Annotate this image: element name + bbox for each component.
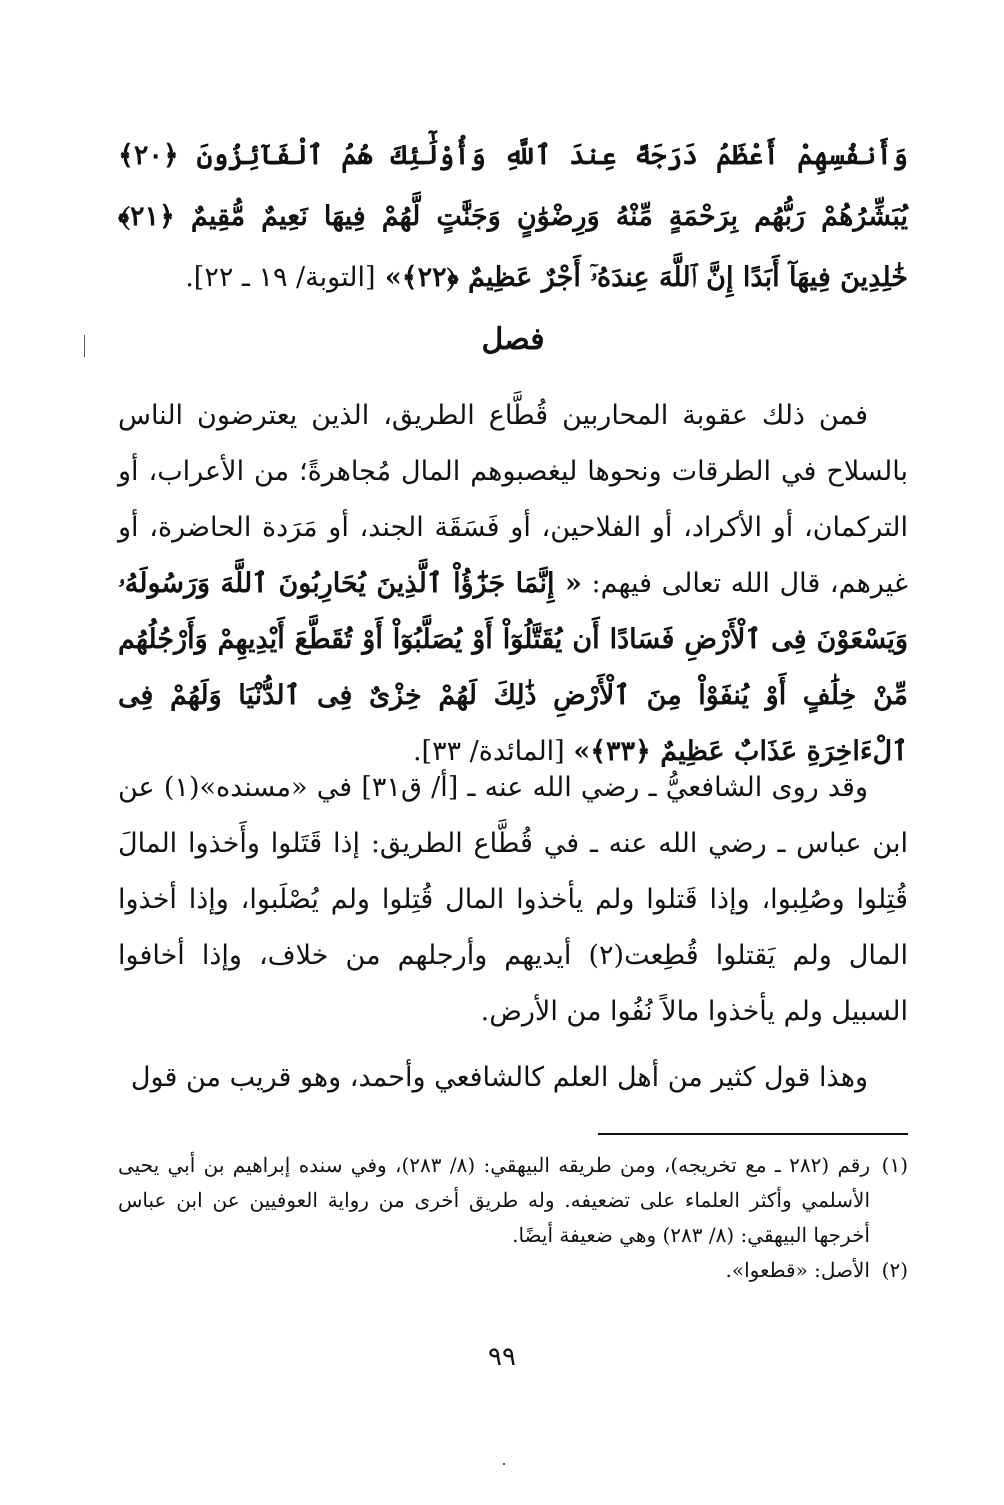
page-number: ٩٩: [488, 1342, 516, 1372]
paragraph-1-quran: « إِنَّمَا جَزَٰٓؤُاْ ٱلَّذِينَ يُحَارِبُونَ ٱللَّهَ وَرَسُولَهُۥ وَيَسْعَوْنَ فِى ٱلْأَرْضِ فَسَادًا أَن يُقَتَّلُوٓاْ أَوْ يُصَلَّبُوٓاْ أَوْ تُقَطَّعَ أَيْدِيهِمْ وَأَرْجُلُهُم مِّنْ خِلَٰفٍ أَوْ يُنفَوْاْ مِنَ ٱلْأَرْضِ ذَٰلِكَ لَهُمْ خِزْىٌ فِى ٱلدُّنْيَا وَلَهُمْ فِى ٱلْءَاخِرَةِ عَذَابٌ عَظِيمٌ ﴿٣٣﴾»: [118, 568, 908, 767]
section-heading: فصل: [481, 322, 545, 357]
quran-verse-reference: [التوبة/ ١٩ ـ ٢٢].: [185, 262, 376, 293]
footnotes: [118, 1148, 908, 1288]
quran-verse-block: [118, 125, 908, 308]
footnote-2-text: الأصل: «قطعوا».: [725, 1258, 870, 1282]
paragraph-1-reference: [المائدة/ ٣٣].: [412, 736, 565, 767]
footnote-separator: [598, 1133, 908, 1135]
footnote-2: [118, 1253, 908, 1288]
quran-verse-text: وَأَنفُسِهِمْ أَعْظَمُ دَرَجَةً عِندَ ٱللَّهِ وَأُوْلَٰٓئِكَ هُمُ ٱلْفَآئِزُونَ ﴿٢٠﴾ يُبَشِّرُهُمْ رَبُّهُم بِرَحْمَةٍ مِّنْهُ وَرِضْوَٰنٍ وَجَنَّٰتٍ لَّهُمْ فِيهَا نَعِيمٌ مُّقِيمٌ ﴿٢١﴾ خَٰلِدِينَ فِيهَآ أَبَدًا إِنَّ ٱللَّهَ عِندَهُۥٓ أَجْرٌ عَظِيمٌ ﴿٢٢﴾»: [118, 140, 908, 293]
paragraph-1: [118, 388, 908, 780]
paragraph-1-text: فمن ذلك عقوبة المحاربين قُطَّاع الطريق، الذين يعترضون الناس بالسلاح في الطرقات ونحوها ليغصبوهم المال مُجاهرةً؛ من الأعراب، أو التركمان، أو الأكراد، أو الفلاحين، أو فَسَقَة الجند، أو مَرَدة الحاضرة، أو غيرهم، قال الله تعالى فيهم:: [118, 400, 908, 599]
footnote-1: [118, 1148, 908, 1253]
paragraph-3: وهذا قول كثير من أهل العلم كالشافعي وأحمد، وهو قريب من قول: [130, 1062, 868, 1093]
footnote-1-number: (١): [881, 1153, 908, 1177]
scan-dot: [503, 1463, 505, 1465]
scan-mark: [84, 335, 85, 357]
footnote-1-text: رقم (٢٨٢ ـ مع تخريجه)، ومن طريقه البيهقي: (٨/ ٢٨٣)، وفي سنده إبراهيم بن أبي يحيى الأسلمي وأكثر العلماء على تضعيفه. وله طريق أخرى من رواية العوفيين عن ابن عباس أخرجها البيهقي: (٨/ ٢٨٣) وهي ضعيفة أيضًا.: [118, 1153, 870, 1247]
footnote-2-number: (٢): [881, 1258, 908, 1282]
paragraph-2: وقد روى الشافعيُّ ـ رضي الله عنه ـ [أ/ ق٣١] في «مسنده»(١) عن ابن عباس ـ رضي الله عنه ـ في قُطَّاع الطريق: إذا قَتَلوا وأَخذوا المالَ قُتِلوا وصُلِبوا، وإذا قَتلوا ولم يأخذوا المال قُتِلوا ولم يُصْلَبوا، وإذا أخذوا المال ولم يَقتلوا قُطِعت(٢) أيديهم وأرجلهم من خلاف، وإذا أخافوا السبيل ولم يأخذوا مالاً نُفُوا من الأرض.: [118, 772, 908, 1027]
